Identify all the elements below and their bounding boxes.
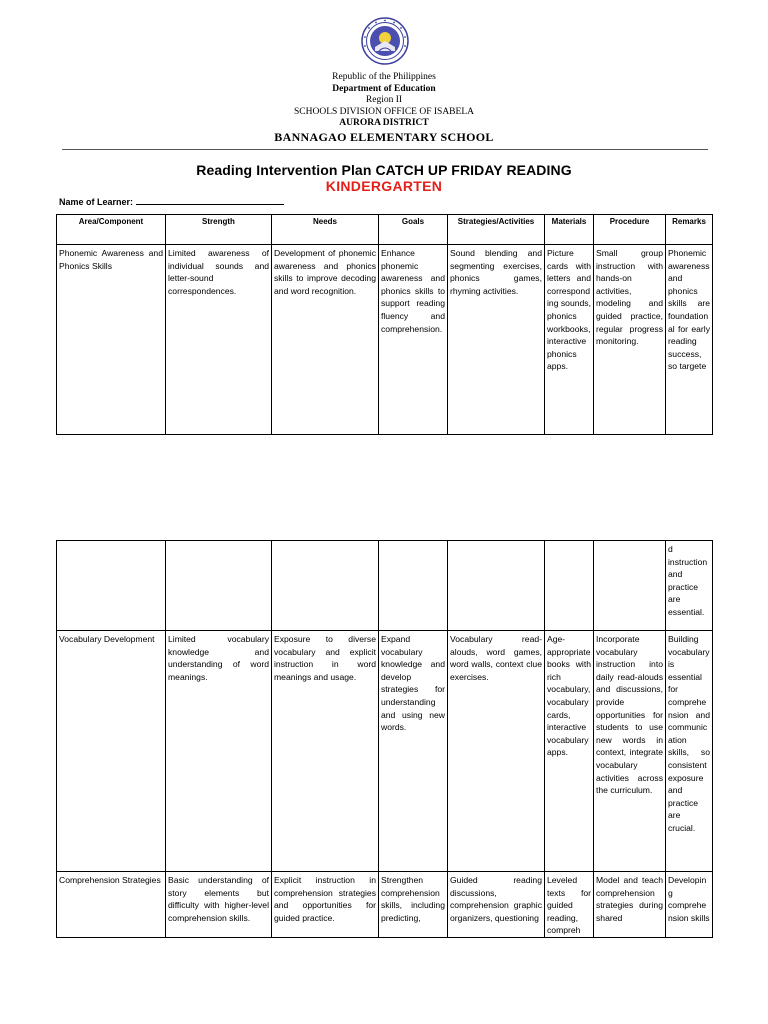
cell-empty — [57, 541, 166, 631]
cell-strategies: Vocabulary read-alouds, word games, word walls, context clue exercises. — [448, 631, 545, 872]
cell-materials: Age-appropriate books with rich vocabulary, vocabulary cards, interactive vocabulary apps. — [545, 631, 594, 872]
table-row — [57, 245, 713, 435]
cell-empty — [545, 541, 594, 631]
table-row — [57, 872, 713, 938]
cell-strength: Limited awareness of individual sounds and letter-sound correspondences. — [166, 245, 272, 435]
cell-remarks: Phonemic awareness and phonics skills are foundational for early reading success, so targete — [666, 245, 713, 435]
table-row — [57, 631, 713, 872]
division-line: SCHOOLS DIVISION OFFICE OF ISABELA — [294, 106, 474, 117]
cell-area: Comprehension Strategies — [57, 872, 166, 938]
region-line: Region II — [365, 95, 403, 105]
col-header-strength: Strength — [166, 215, 272, 245]
letterhead — [0, 72, 768, 145]
col-header-remarks: Remarks — [666, 215, 713, 245]
cell-procedure: Incorporate vocabulary instruction into daily read-alouds and discussions, provide opportunities for students to use new words in context, integrate vocabulary activities across the curriculum. — [594, 631, 666, 872]
cell-strategies: Sound blending and segmenting exercises, phonics games, rhyming activities. — [448, 245, 545, 435]
header-divider — [62, 149, 708, 150]
cell-strategies: Guided reading discussions, comprehension graphic organizers, questioning — [448, 872, 545, 938]
cell-empty — [594, 541, 666, 631]
department-line: Department of Education — [332, 83, 436, 94]
cell-empty — [448, 541, 545, 631]
col-header-strategies: Strategies/Activities — [448, 215, 545, 245]
cell-strength: Basic understanding of story elements but difficulty with higher-level comprehension skills. — [166, 872, 272, 938]
col-header-goals: Goals — [379, 215, 448, 245]
learner-name-field — [59, 195, 284, 207]
cell-empty — [272, 541, 379, 631]
page-subtitle: KINDERGARTEN — [325, 178, 443, 194]
cell-strength: Limited vocabulary knowledge and understanding of word meanings. — [166, 631, 272, 872]
cell-goals: Expand vocabulary knowledge and develop strategies for understanding and using new words. — [379, 631, 448, 872]
learner-blank-line[interactable] — [136, 195, 284, 205]
col-header-materials: Materials — [545, 215, 594, 245]
cell-needs: Explicit instruction in comprehension strategies and opportunities for guided practice. — [272, 872, 379, 938]
cell-needs: Development of phonemic awareness and phonics skills to improve decoding and word recognition. — [272, 245, 379, 435]
cell-remarks: Building vocabulary is essential for comprehension and communication skills, so consistent exposure and practice are crucial. — [666, 631, 713, 872]
cell-procedure: Small group instruction with hands-on activities, modeling and guided practice, regular progress monitoring. — [594, 245, 666, 435]
cell-remarks: Developing comprehension skills — [666, 872, 713, 938]
republic-line: Republic of the Philippines — [332, 72, 436, 82]
district-line: AURORA DISTRICT — [339, 118, 429, 128]
school-name: BANNAGAO ELEMENTARY SCHOOL — [274, 129, 494, 144]
cell-needs: Exposure to diverse vocabulary and explicit instruction in word meanings and usage. — [272, 631, 379, 872]
intervention-table-page1 — [56, 214, 713, 435]
cell-area: Vocabulary Development — [57, 631, 166, 872]
cell-materials: Picture cards with letters and corresponding sounds, phonics workbooks, interactive phonics apps. — [545, 245, 594, 435]
col-header-procedure: Procedure — [594, 215, 666, 245]
page-title: Reading Intervention Plan CATCH UP FRIDAY READING — [196, 162, 572, 178]
col-header-needs: Needs — [272, 215, 379, 245]
cell-goals: Enhance phonemic awareness and phonics skills to support reading fluency and comprehension. — [379, 245, 448, 435]
learner-label: Name of Learner: — [59, 197, 134, 207]
cell-area: Phonemic Awareness and Phonics Skills — [57, 245, 166, 435]
intervention-table-page2 — [56, 540, 713, 938]
cell-empty — [166, 541, 272, 631]
table-header-row — [57, 215, 713, 245]
cell-remarks: d instruction and practice are essential. — [666, 541, 713, 631]
cell-procedure: Model and teach comprehension strategies during shared — [594, 872, 666, 938]
table-row-continuation — [57, 541, 713, 631]
cell-materials: Leveled texts for guided reading, compreh — [545, 872, 594, 938]
deped-seal-icon — [361, 17, 409, 65]
cell-goals: Strengthen comprehension skills, including predicting, — [379, 872, 448, 938]
col-header-area: Area/Component — [57, 215, 166, 245]
cell-empty — [379, 541, 448, 631]
